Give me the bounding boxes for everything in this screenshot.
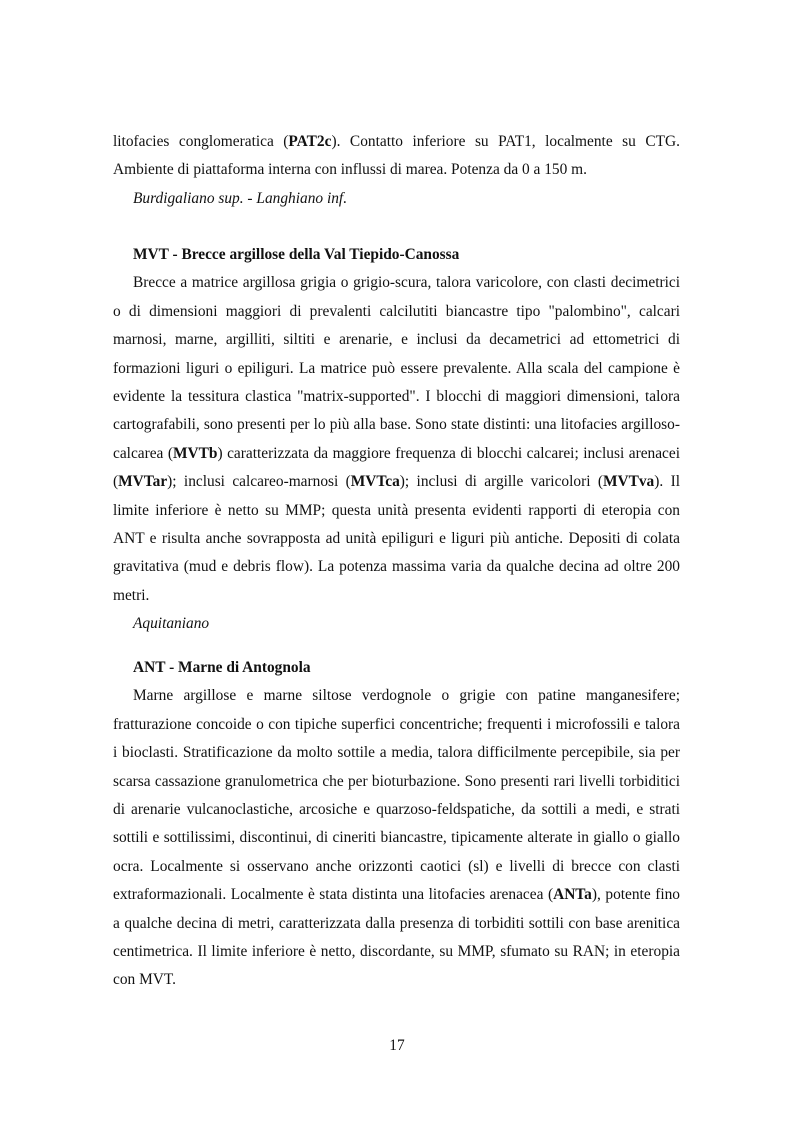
unit-code: MVTva — [602, 473, 655, 491]
section-age-mvt: Aquitaniano — [133, 615, 210, 633]
page-number: 17 — [389, 1037, 405, 1054]
section-title-ant: ANT - Marne di Antognola — [133, 659, 311, 676]
unit-code: MVTca — [350, 473, 400, 491]
unit-code: MVTb — [173, 444, 218, 462]
intro-block — [113, 128, 680, 213]
unit-code: PAT2c — [288, 133, 332, 150]
section-title-mvt: MVT - Brecce argillose della Val Tiepido-Canossa — [133, 246, 460, 263]
section-mvt — [113, 241, 680, 639]
unit-code: ANTa — [553, 886, 592, 904]
intro-paragraph: litofacies conglomeratica (PAT2c). Contatto inferiore su PAT1, localmente su CTG. Ambiente di piattaforma interna con influssi di marea. Potenza da 0 a 150 m. — [113, 133, 680, 179]
unit-code: MVTar — [118, 473, 168, 491]
section-paragraph-ant: Marne argillose e marne siltose verdognole o grigie con patine manganesifere; fratturazione concoide o con tipiche superfici concentriche; frequenti i microfossili e talora i bioclasti. Stratificazione da molto sottile a media, talora difficilmente percepibile, sia per scarsa cassazione granulometrica che per bioturbazione. Sono presenti rari livelli torbiditici di arenarie vulcanoclastiche, arcosiche e quarzoso-feldspatiche, da sottili a medi, e strati sottili e sottilissimi, discontinui, di cineriti biancastre, tipicamente alterate in giallo o giallo ocra. Localmente si osservano anche orizzonti caotici (sl) e livelli di brecce con clasti extraformazionali. Localmente è stata distinta una litofacies arenacea (ANTa), potente fino a qualche decina di metri, caratterizzata dalla presenza di torbiditi sottili con base arenitica centimetrica. Il limite inferiore è netto, discordante, su MMP, sfumato su RAN; in eteropia con MVT. — [113, 687, 680, 989]
section-paragraph-mvt: Brecce a matrice argillosa grigia o grigio-scura, talora varicolore, con clasti decimetrici o di dimensioni maggiori di prevalenti calcilutiti biancastre tipo "palombino", calcari marnosi, marne, argilliti, siltiti e arenarie, e inclusi da decametrici ad ettometrici di formazioni liguri o epiliguri. La matrice può essere prevalente. Alla scala del campione è evidente la tessitura clastica "matrix-supported". I blocchi di maggiori dimensioni, talora cartografabili, sono presenti per lo più alla base. Sono state distinti: una litofacies argilloso-calcarea (MVTb) caratterizzata da maggiore frequenza di blocchi calcarei; inclusi arenacei (MVTar); inclusi calcareo-marnosi (MVTca); inclusi di argille varicolori (MVTva). Il limite inferiore è netto su MMP; questa unità presenta evidenti rapporti di eteropia con ANT e risulta anche sovrapposta ad unità epiliguri e liguri più antiche. Depositi di colata gravitativa (mud e debris flow). La potenza massima varia da qualche decina ad oltre 200 metri. — [113, 274, 680, 604]
intro-age: Burdigaliano sup. - Langhiano inf. — [133, 189, 348, 207]
section-ant — [113, 654, 680, 995]
